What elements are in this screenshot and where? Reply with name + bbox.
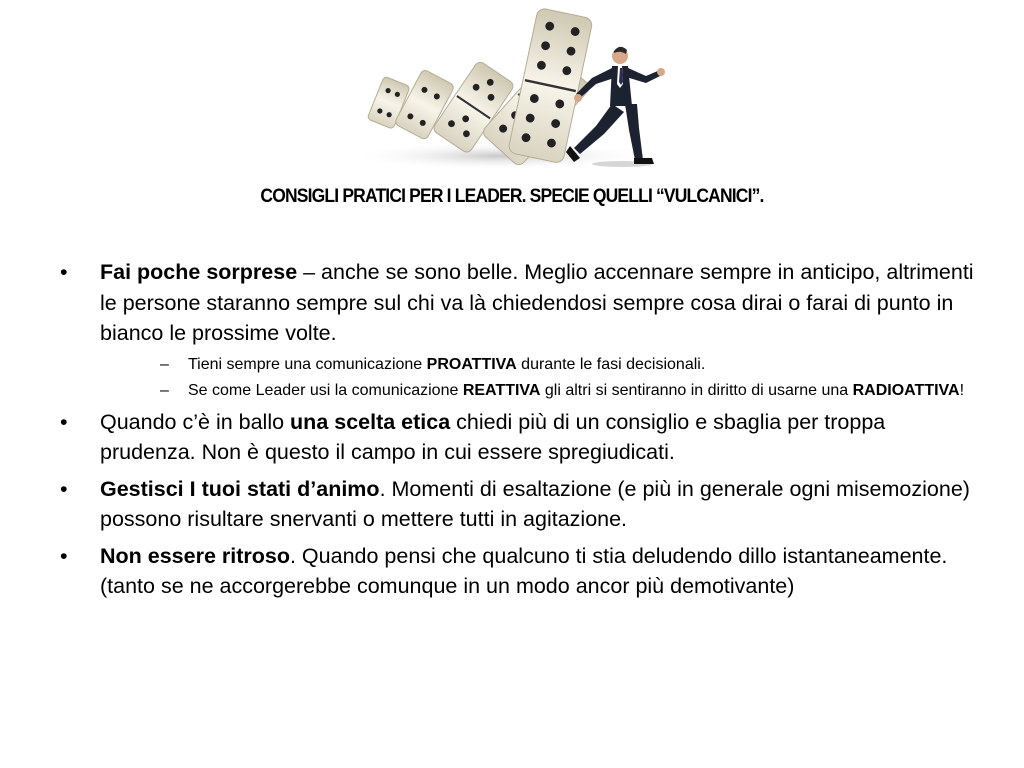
slide-title: CONSIGLI PRATICI PER I LEADER. SPECIE QUELLI “VULCANICI”. <box>260 186 764 207</box>
sub-bullet-marker: – <box>160 381 169 399</box>
bullet-list <box>56 257 976 608</box>
bullet-bold: una scelta etica <box>290 409 451 434</box>
bullet-text: . Quando pensi che qualcuno ti stia deludendo dillo istantaneamente. (tanto se ne accorgerebbe comunque in un modo ancor più demotivante) <box>100 543 948 598</box>
bullet-item <box>56 407 976 468</box>
bullet-marker: • <box>60 543 68 568</box>
bullet-bold: Gestisci I tuoi stati d’animo <box>100 476 380 501</box>
bullet-marker: • <box>60 476 68 501</box>
sub-bullet-bold: REATTIVA <box>462 381 541 399</box>
sub-bullet-text: Se come Leader usi la comunicazione <box>188 381 463 399</box>
bullet-item <box>56 541 976 602</box>
sub-bullet-text: durante le fasi decisionali. <box>516 355 706 373</box>
sub-bullet-text: Tieni sempre una comunicazione <box>188 355 427 373</box>
sub-bullet-text: ! <box>959 381 965 399</box>
bullet-bold: Fai poche sorprese <box>100 260 298 284</box>
bullet-marker: • <box>60 260 68 284</box>
sub-bullet-text: gli altri si sentiranno in diritto di usarne una <box>540 381 853 399</box>
sub-bullet-bold: PROATTIVA <box>426 355 517 373</box>
bullet-text: . Momenti di esaltazione (e più in generale ogni misemozione) possono risultare snervanti o mettere tutti in agitazione. <box>100 476 970 531</box>
bullet-text: Quando c’è in ballo <box>100 409 291 434</box>
bullet-item <box>56 257 976 401</box>
sub-bullet-bold: RADIOATTIVA <box>852 381 960 399</box>
bullet-marker: • <box>60 409 68 434</box>
bullet-item <box>56 474 976 535</box>
sub-bullet-marker: – <box>160 355 169 373</box>
bullet-bold: Non essere ritroso <box>100 543 290 568</box>
dominoes-businessman-illustration <box>350 6 670 170</box>
bullet-text: – anche se sono belle. Meglio accennare sempre in anticipo, altrimenti le persone staranno sempre sul chi va là chiedendosi sempre cosa dirai o farai di punto in bianco le prossime volte. <box>100 260 974 345</box>
sub-bullet-item <box>100 381 976 401</box>
sub-bullet-item <box>100 355 976 375</box>
bullet-text: chiedi più di un consiglio e sbaglia per troppa prudenza. Non è questo il campo in cui essere spregiudicati. <box>100 409 886 464</box>
